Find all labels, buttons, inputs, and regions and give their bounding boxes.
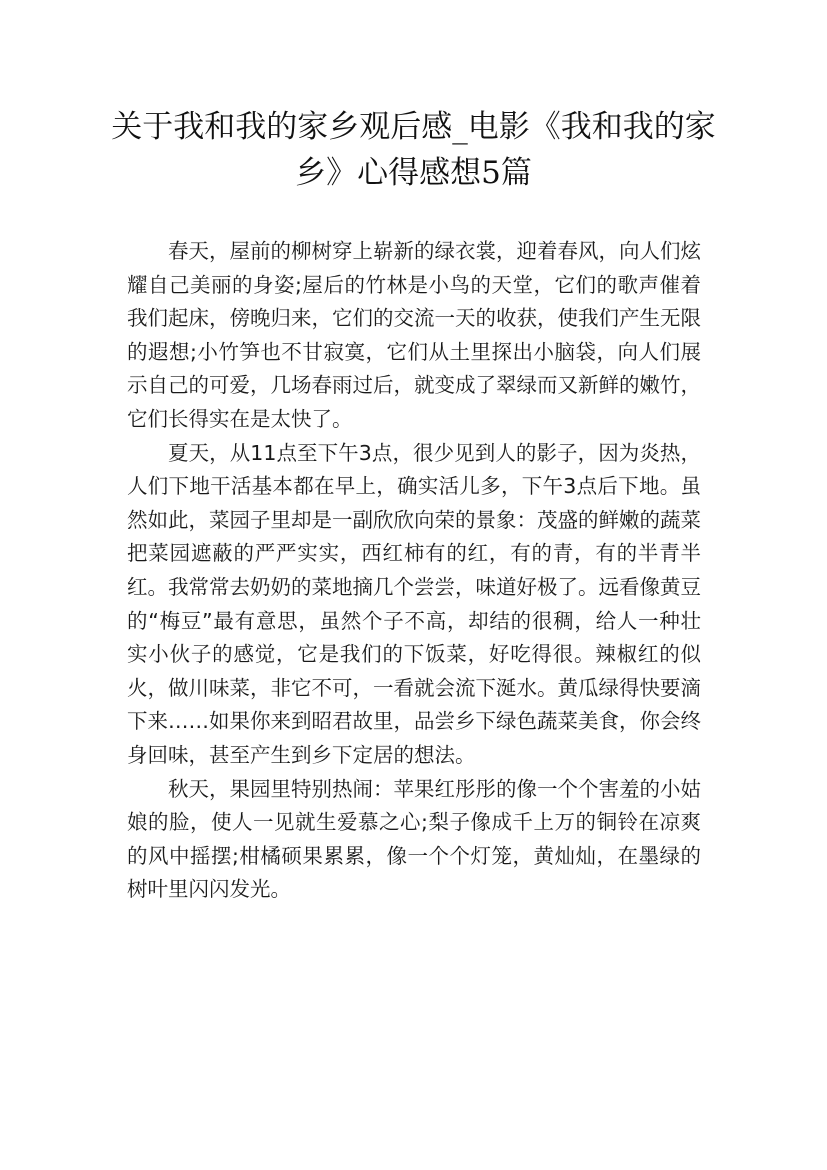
paragraph-autumn: 秋天，果园里特别热闹：苹果红彤彤的像一个个害羞的小姑娘的脸，使人一见就生爱慕之心;梨子像成千上万的铜铃在凉爽的风中摇摆;柑橘硕果累累，像一个个灯笼，黄灿灿，在墨绿的树叶里闪闪发光。 bbox=[127, 776, 701, 902]
paragraph-summer: 夏天，从11点至下午3点，很少见到人的影子，因为炎热，人们下地干活基本都在早上，确实活儿多，下午3点后下地。虽然如此，菜园子里却是一副欣欣向荣的景象：茂盛的鲜嫩的蔬菜把菜园遮蔽的严严实实，西红柿有的红，有的青，有的半青半红。我常常去奶奶的菜地摘几个尝尝，味道好极了。远看像黄豆的“梅豆”最有意思，虽然个子不高，却结的很稠，给人一种壮实小伙子的感觉，它是我们的下饭菜，好吃得很。辣椒红的似火，做川味菜，非它不可，一看就会流下涎水。黄瓜绿得快要滴下来……如果你来到昭君故里，品尝乡下绿色蔬菜美食，你会终身回味，甚至产生到乡下定居的想法。 bbox=[127, 440, 701, 767]
document-title: 关于我和我的家乡观后感_电影《我和我的家乡》心得感想5篇 bbox=[111, 109, 716, 191]
document-body bbox=[127, 235, 701, 907]
paragraph-spring: 春天，屋前的柳树穿上崭新的绿衣裳，迎着春风，向人们炫耀自己美丽的身姿;屋后的竹林是小鸟的天堂，它们的歌声催着我们起床，傍晚归来，它们的交流一天的收获，使我们产生无限的遐想;小竹笋也不甘寂寞，它们从土里探出小脑袋，向人们展示自己的可爱，几场春雨过后，就变成了翠绿而又新鲜的嫩竹，它们长得实在是太快了。 bbox=[127, 239, 701, 431]
